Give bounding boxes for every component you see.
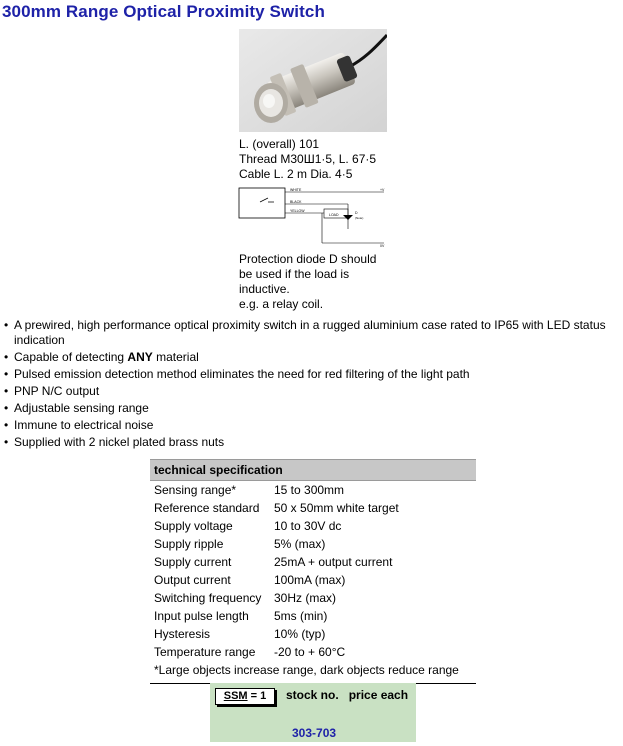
- wiring-diagram: [238, 185, 390, 249]
- list-item: • Capable of detecting ANY material: [4, 350, 199, 364]
- bullet-icon: •: [4, 401, 9, 415]
- cable-spec: Cable L. 2 m Dia. 4·5: [239, 167, 353, 181]
- stock-no-header: stock no.: [286, 688, 339, 702]
- feature-list: [0, 318, 623, 452]
- spec-label: Hysteresis: [154, 627, 211, 641]
- spec-value: 5% (max): [274, 537, 326, 551]
- wire-label-yellow: YELLOW: [290, 209, 305, 213]
- diode-label: D: [355, 211, 358, 215]
- ssm-code: SSM: [223, 690, 248, 702]
- spec-label: Reference standard: [154, 501, 260, 515]
- diode-note-line: inductive.: [239, 282, 290, 296]
- table-row: [150, 607, 476, 625]
- spec-value: 10% (typ): [274, 627, 326, 641]
- list-item: • Adjustable sensing range: [4, 401, 149, 415]
- spec-value: 15 to 300mm: [274, 483, 345, 497]
- spec-value: 5ms (min): [274, 609, 328, 623]
- wire-label-white: WHITE: [290, 188, 302, 192]
- table-row: [150, 643, 476, 661]
- diode-note-line: Protection diode D should: [239, 252, 377, 266]
- spec-value: 100mA (max): [274, 573, 346, 587]
- list-item: • PNP N/C output: [4, 384, 100, 398]
- bullet-icon: •: [4, 367, 9, 381]
- bullet-icon: •: [4, 418, 9, 432]
- page-title: 300mm Range Optical Proximity Switch: [2, 2, 325, 21]
- zero-v-label: 0V: [380, 244, 385, 248]
- bullet-icon: •: [4, 350, 9, 364]
- load-label: LOAD: [329, 213, 339, 217]
- table-row: [150, 553, 476, 571]
- spec-label: Input pulse length: [154, 609, 249, 623]
- order-header: [286, 688, 408, 702]
- product-photo: [239, 29, 387, 132]
- table-row: [150, 625, 476, 643]
- spec-table-heading: technical specification: [150, 460, 476, 481]
- overall-length: L. (overall) 101: [239, 137, 320, 151]
- table-row: [150, 661, 476, 679]
- diode-note-line: be used if the load is: [239, 267, 350, 281]
- spec-value: 50 x 50mm white target: [274, 501, 399, 515]
- list-item: • Immune to electrical noise: [4, 418, 154, 432]
- spec-value: 25mA + output current: [274, 555, 393, 569]
- spec-label: Switching frequency: [154, 591, 262, 605]
- list-item: • A prewired, high performance optical proximity switch in a rugged aluminium case rated to IP65 with LED status indication: [4, 318, 606, 347]
- ssm-badge: [215, 688, 275, 705]
- plus-v-label: +V: [380, 188, 385, 192]
- ssm-value: = 1: [250, 690, 267, 702]
- ordering-panel: [210, 683, 416, 742]
- spec-value: -20 to + 60°C: [274, 645, 346, 659]
- bullet-icon: •: [4, 435, 9, 449]
- dimension-list: [239, 137, 376, 182]
- price-each-header: price each: [348, 688, 409, 702]
- spec-value: 10 to 30V dc: [274, 519, 342, 533]
- diode-note-line: e.g. a relay coil.: [239, 297, 324, 311]
- spec-label: Output current: [154, 573, 231, 587]
- list-item: • Pulsed emission detection method eliminates the need for red filtering of the light path: [4, 367, 470, 381]
- table-row: [150, 517, 476, 535]
- spec-label: Supply voltage: [154, 519, 233, 533]
- spec-label: Sensing range*: [154, 483, 237, 497]
- thread-spec: Thread M30Ш1·5, L. 67·5: [239, 152, 377, 166]
- spec-label: Temperature range: [154, 645, 256, 659]
- list-item: • Supplied with 2 nickel plated brass nuts: [4, 435, 225, 449]
- wire-label-black: BLACK: [290, 200, 302, 204]
- spec-value: 30Hz (max): [274, 591, 337, 605]
- table-row: [150, 481, 476, 500]
- technical-spec-table: [150, 459, 476, 684]
- spec-footnote: *Large objects increase range, dark objects reduce range: [154, 663, 459, 677]
- bullet-icon: •: [4, 318, 9, 332]
- table-row: [150, 535, 476, 553]
- protection-diode-note: [239, 252, 399, 312]
- spec-label: Supply current: [154, 555, 232, 569]
- stock-number-link[interactable]: 303-703: [292, 726, 337, 740]
- table-row: [150, 589, 476, 607]
- diode-note-label: (Note): [355, 216, 364, 220]
- table-row: [150, 571, 476, 589]
- table-row: [150, 499, 476, 517]
- spec-label: Supply ripple: [154, 537, 224, 551]
- bullet-icon: •: [4, 384, 9, 398]
